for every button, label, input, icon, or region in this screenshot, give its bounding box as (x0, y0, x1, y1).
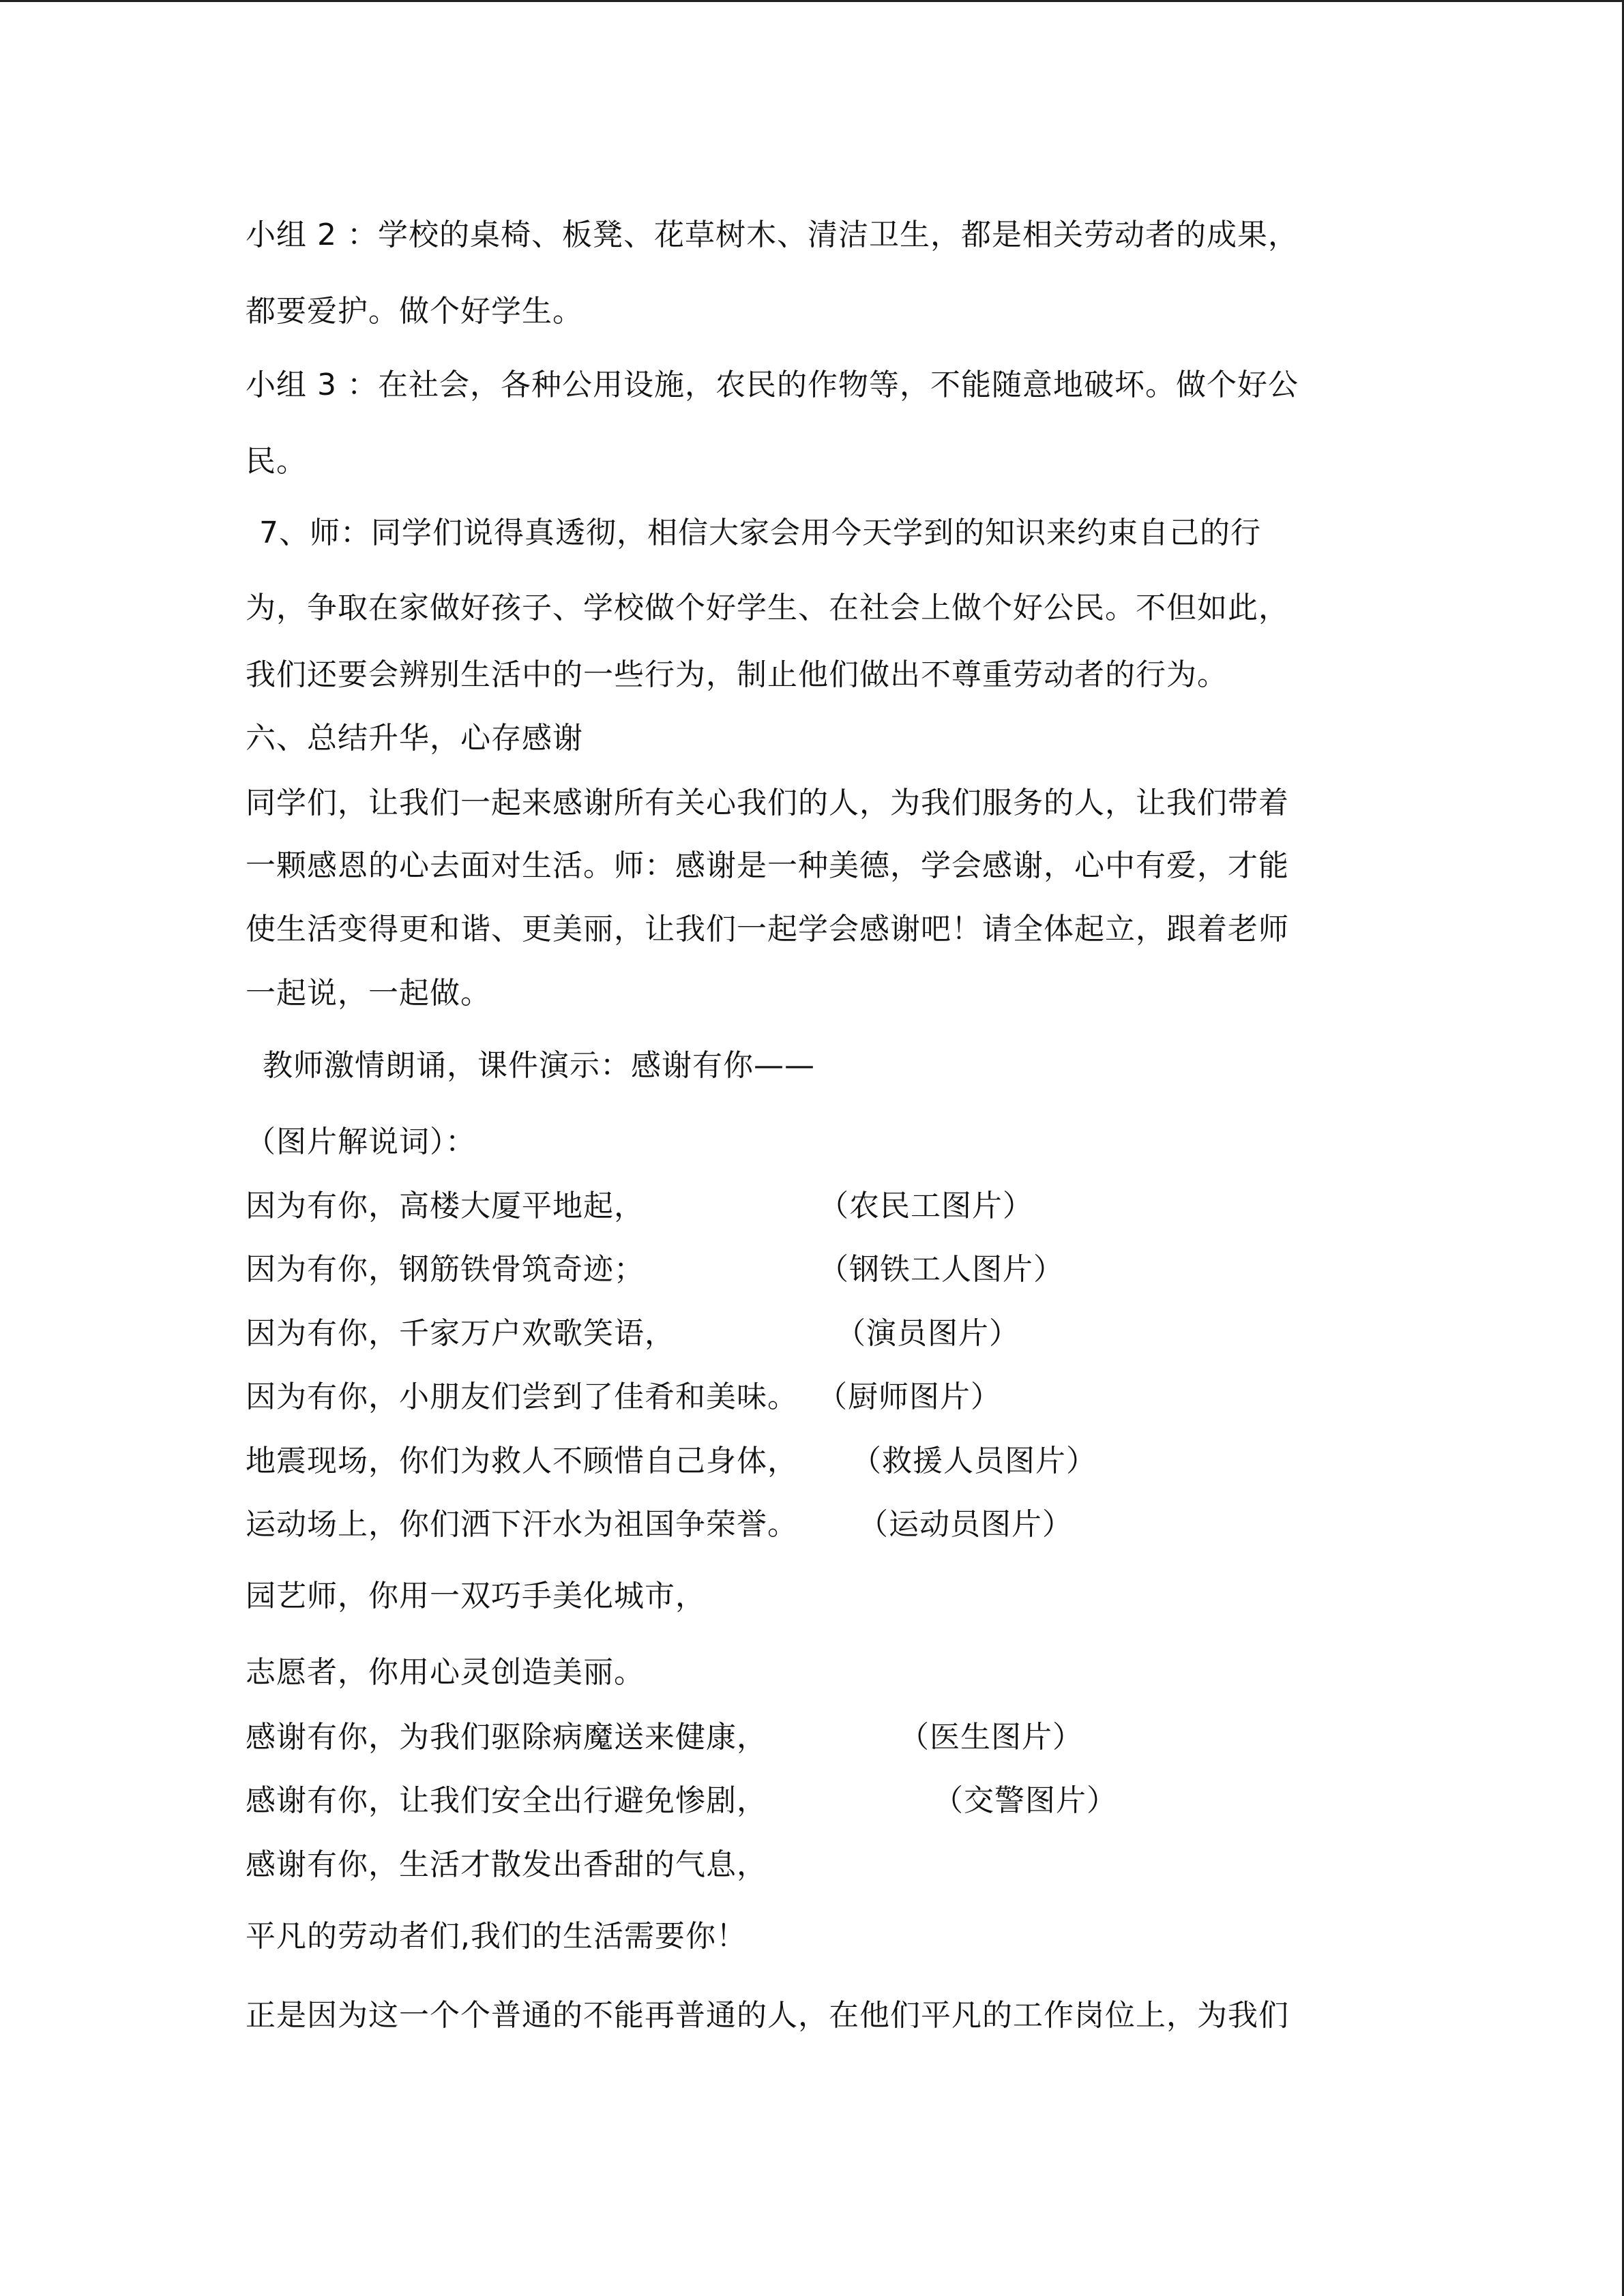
section-heading: 六、总结升华，心存感谢 (246, 721, 583, 756)
paragraph-line: 一起说，一起做。 (246, 976, 491, 1011)
paragraph-line: 民。 (246, 444, 307, 479)
poem-line: 因为有你，高楼大厦平地起， (246, 1189, 645, 1223)
paragraph-line: 使生活变得更和谐、更美丽，让我们一起学会感谢吧！请全体起立，跟着老师 (246, 912, 1289, 946)
image-caption: （钢铁工人图片） (818, 1252, 1064, 1287)
poem-line: 因为有你，钢筋铁骨筑奇迹； (246, 1252, 645, 1287)
image-caption: （农民工图片） (818, 1189, 1033, 1223)
paragraph-line: 我们还要会辨别生活中的一些行为，制止他们做出不尊重劳动者的行为。 (246, 657, 1228, 692)
paragraph-line: 正是因为这一个个普通的不能再普通的人，在他们平凡的工作岗位上，为我们 (246, 1998, 1289, 2033)
image-caption: （运动员图片） (858, 1507, 1073, 1542)
poem-line: 感谢有你，为我们驱除病魔送来健康， (246, 1720, 767, 1755)
paragraph-line: 小组 2 ：学校的桌椅、板凳、花草树木、清洁卫生，都是相关劳动者的成果， (246, 218, 1299, 252)
paragraph-line: （图片解说词）： (246, 1124, 476, 1159)
image-caption: （厨师图片） (817, 1380, 1001, 1414)
image-caption: （医生图片） (899, 1720, 1083, 1755)
poem-line: 运动场上，你们洒下汗水为祖国争荣誉。 (246, 1507, 798, 1542)
paragraph-line: 7、师：同学们说得真透彻，相信大家会用今天学到的知识来约束自己的行 (259, 516, 1261, 550)
poem-line: 感谢有你，让我们安全出行避免惨剧， (246, 1783, 767, 1818)
poem-line: 志愿者，你用心灵创造美丽。 (246, 1655, 645, 1690)
poem-line: 感谢有你，生活才散发出香甜的气息， (246, 1847, 767, 1882)
poem-line: 因为有你，千家万户欢歌笑语， (246, 1316, 675, 1351)
image-caption: （演员图片） (836, 1316, 1020, 1351)
image-caption: （救援人员图片） (851, 1444, 1097, 1478)
poem-line: 因为有你，小朋友们尝到了佳肴和美味。 (246, 1380, 798, 1414)
poem-line: 地震现场，你们为救人不顾惜自己身体， (246, 1444, 798, 1478)
poem-line: 园艺师，你用一双巧手美化城市， (246, 1579, 706, 1613)
paragraph-line: 为，争取在家做好孩子、学校做个好学生、在社会上做个好公民。不但如此， (246, 591, 1289, 625)
page-top-border (0, 0, 1624, 2)
poem-line: 平凡的劳动者们,我们的生活需要你！ (246, 1919, 747, 1954)
paragraph-line: 都要爱护。做个好学生。 (246, 294, 583, 329)
image-caption: （交警图片） (933, 1783, 1117, 1818)
paragraph-line: 小组 3 ：在社会，各种公用设施，农民的作物等，不能随意地破坏。做个好公 (246, 368, 1299, 402)
paragraph-line: 同学们，让我们一起来感谢所有关心我们的人，为我们服务的人，让我们带着 (246, 786, 1289, 820)
paragraph-line: 一颗感恩的心去面对生活。师：感谢是一种美德，学会感谢，心中有爱，才能 (246, 848, 1289, 883)
paragraph-line: 教师激情朗诵，课件演示：感谢有你—— (263, 1048, 815, 1083)
